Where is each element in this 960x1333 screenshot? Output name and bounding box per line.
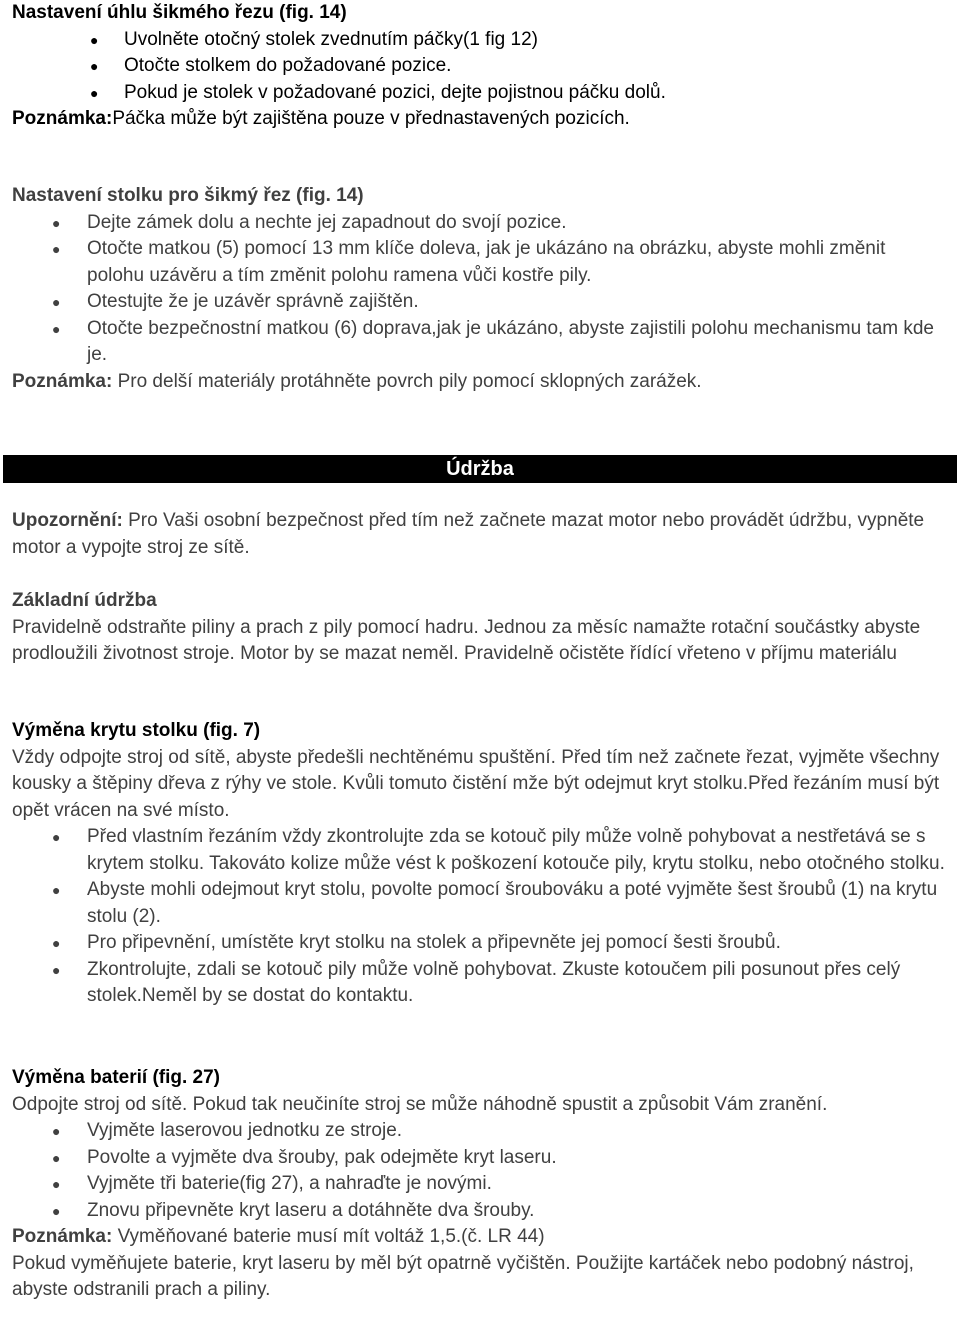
list-item: ● Dejte zámek dolu a nechte jej zapadnout do svojí pozice. — [12, 210, 946, 237]
list-item: ● Pokud je stolek v požadované pozici, dejte pojistnou páčku dolů. — [12, 80, 946, 107]
section-basic-maintenance — [12, 588, 946, 668]
bullet-icon: ● — [52, 214, 61, 231]
list-item: ● Pro připevnění, umístěte kryt stolku na stolek a připevněte jej pomocí šesti šroubů. — [12, 930, 946, 957]
note: Poznámka:Páčka může být zajištěna pouze v přednastavených pozicích. — [12, 108, 630, 129]
list-item: ● Povolte a vyjměte dva šrouby, pak odejměte kryt laseru. — [12, 1145, 946, 1172]
list-item: ● Otočte stolkem do požadované pozice. — [12, 53, 946, 80]
bullet-icon: ● — [52, 320, 61, 337]
section-table-angle — [12, 0, 946, 133]
paragraph: Pravidelně odstraňte piliny a prach z pily pomocí hadru. Jednou za měsíc namažte rotační součástky abyste prodloužili životnost stroje. Motor by se mazat neměl. Pravidelně očistěte řídící vřeteno v příjmu materiálu — [12, 616, 921, 664]
bullet-icon: ● — [52, 829, 61, 845]
section-cover-replacement — [12, 718, 946, 1010]
bullet-icon: ● — [90, 84, 99, 101]
list-item: ● Otočte bezpečnostní matkou (6) doprava,jak je ukázáno, abyste zajistili polohu mechanismu tam kde je. — [52, 317, 935, 365]
list-item: ● Abyste mohli odejmout kryt stolu, povolte pomocí šroubováku a poté vyjměte šest šroubů (1) na krytu stolu (2). — [52, 879, 938, 927]
list-item: ● Otestujte že je uzávěr správně zajištěn. — [12, 289, 946, 316]
warning-label: Upozornění: — [12, 510, 123, 531]
section-title: Nastavení úhlu šikmého řezu (fig. 14) — [12, 2, 347, 23]
section-battery-replacement — [12, 1065, 946, 1304]
list-item: ● Otočte matkou (5) pomocí 13 mm klíče doleva, jak je ukázáno na obrázku, abyste mohli změnit polohu uzávěru a tím změnit polohu ramena vůči kostře pily. — [52, 238, 886, 286]
bullet-icon: ● — [52, 882, 61, 898]
bullet-icon: ● — [52, 1149, 61, 1166]
note: Poznámka: Vyměňované baterie musí mít voltáž 1,5.(č. LR 44) — [12, 1226, 545, 1247]
bullet-icon: ● — [52, 961, 61, 978]
section-title: Výměna baterií (fig. 27) — [12, 1067, 221, 1088]
list-item: ● Vyjměte tři baterie(fig 27), a nahraďte je novými. — [12, 1171, 946, 1198]
bullet-icon: ● — [52, 294, 61, 310]
list-item: ● Uvolněte otočný stolek zvednutím páčky(1 fig 12) — [12, 27, 946, 54]
paragraph: Odpojte stroj od sítě. Pokud tak neučiníte stroj se může náhodně spustit a způsobit Vám zranění. — [12, 1093, 828, 1115]
list-item: ● Znovu připevněte kryt laseru a dotáhněte dva šrouby. — [12, 1198, 946, 1225]
section-title: Výměna krytu stolku (fig. 7) — [12, 720, 261, 741]
bullet-icon: ● — [52, 935, 61, 951]
bullet-icon: ● — [52, 1123, 61, 1139]
paragraph: Vždy odpojte stroj od sítě, abyste předešli nechtěnému spuštění. Před tím než začnete řezat, vyjměte všechny kousky a štěpiny dřeva z rýhy ve stole. Kvůli tomuto čistění mže být odejmut kryt stolku.Před řezáním musí být opět vrácen na své místo. — [12, 746, 940, 821]
list-item: ● Vyjměte laserovou jednotku ze stroje. — [12, 1118, 946, 1145]
bullet-icon: ● — [90, 31, 99, 48]
maintenance-heading-bar: Údržba — [3, 455, 957, 483]
section-bevel-table — [12, 183, 946, 395]
bullet-icon: ● — [90, 58, 99, 74]
section-title: Nastavení stolku pro šikmý řez (fig. 14) — [12, 185, 364, 206]
bullet-icon: ● — [52, 1202, 61, 1219]
bullet-icon: ● — [52, 1176, 61, 1192]
warning-paragraph: Upozornění: Pro Vaši osobní bezpečnost před tím než začnete mazat motor nebo provádět údržbu, vypněte motor a vypojte stroj ze sítě. — [12, 510, 925, 558]
bullet-icon: ● — [52, 241, 61, 257]
paragraph: Pokud vyměňujete baterie, kryt laseru by měl být opatrně vyčištěn. Použijte kartáček nebo podobný nástroj, abyste odstranili prach a piliny. — [12, 1252, 914, 1300]
section-title: Základní údržba — [12, 590, 157, 611]
note: Poznámka: Pro delší materiály protáhněte povrch pily pomocí sklopných zarážek. — [12, 370, 702, 392]
list-item: ● Zkontrolujte, zdali se kotouč pily může volně pohybovat. Zkuste kotoučem pili posunout přes celý stolek.Neměl by se dostat do kontaktu. — [52, 958, 901, 1006]
list-item: ● Před vlastním řezáním vždy zkontrolujte zda se kotouč pily může volně pohybovat a nestřetává se s krytem stolku. Takováto kolize může vést k poškození kotouče pily, krytu stolku, nebo otočného stolku. — [52, 826, 945, 874]
